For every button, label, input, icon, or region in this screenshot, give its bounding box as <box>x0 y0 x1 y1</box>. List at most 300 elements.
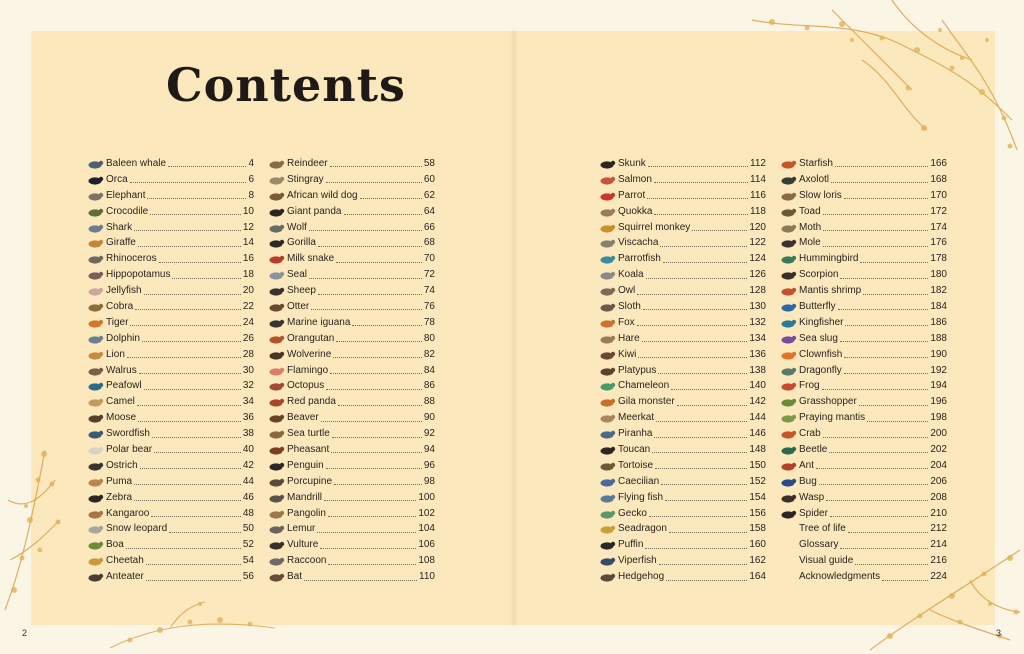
entry-title: Mole <box>799 237 821 249</box>
entry-title: Cobra <box>106 300 134 312</box>
dragonfly-icon <box>777 364 799 378</box>
beaver-icon <box>265 411 287 425</box>
contents-entry <box>777 347 947 363</box>
contents-entry <box>84 204 254 220</box>
entry-page-number: 34 <box>242 396 254 408</box>
entry-page-number: 198 <box>930 412 947 424</box>
sea-slug-icon <box>777 332 799 346</box>
entry-page-number: 46 <box>242 491 254 503</box>
entry-page-number: 90 <box>423 412 435 424</box>
dot-leader <box>168 166 246 167</box>
contents-entry <box>84 458 254 474</box>
dot-leader <box>656 421 747 422</box>
entry-page-number: 110 <box>419 571 435 583</box>
entry-page-number: 148 <box>749 443 766 455</box>
dot-leader <box>665 500 747 501</box>
contents-entry <box>84 267 254 283</box>
dot-leader <box>333 357 422 358</box>
entry-page-number: 224 <box>930 571 947 583</box>
entry-page-number: 180 <box>930 269 947 281</box>
contents-entry <box>265 553 435 569</box>
entry-page-number: 200 <box>930 428 947 440</box>
contents-entry <box>265 378 435 394</box>
dot-leader <box>137 405 241 406</box>
crocodile-icon <box>84 205 106 219</box>
entry-page-number: 184 <box>930 300 947 312</box>
dot-leader <box>330 373 422 374</box>
entry-page-number: 102 <box>418 507 435 519</box>
sloth-icon <box>596 300 618 314</box>
entry-page-number: 108 <box>418 555 435 567</box>
dot-leader <box>822 389 929 390</box>
entry-title: Caecilian <box>618 475 660 487</box>
contents-entry <box>265 172 435 188</box>
dot-leader <box>823 214 929 215</box>
entry-page-number: 82 <box>423 348 435 360</box>
dot-leader <box>311 309 422 310</box>
entry-title: Puma <box>106 475 133 487</box>
contents-entry <box>777 172 947 188</box>
entry-title: Baleen whale <box>106 157 167 169</box>
entry-page-number: 24 <box>242 316 254 328</box>
cobra-icon <box>84 300 106 314</box>
otter-icon <box>265 300 287 314</box>
contents-entry <box>596 474 766 490</box>
fox-icon <box>596 316 618 330</box>
contents-entry <box>777 458 947 474</box>
contents-entry <box>265 442 435 458</box>
entry-page-number: 32 <box>242 380 254 392</box>
entry-page-number: 120 <box>749 221 766 233</box>
dot-leader <box>848 532 928 533</box>
dot-leader <box>660 246 747 247</box>
entry-page-number: 48 <box>242 507 254 519</box>
entry-title: Toucan <box>618 443 651 455</box>
entry-title: Frog <box>799 380 820 392</box>
quokka-icon <box>596 205 618 219</box>
empty-icon-slot <box>777 538 799 552</box>
entry-title: Kangaroo <box>106 507 150 519</box>
entry-page-number: 182 <box>930 285 947 297</box>
entry-title: Wolverine <box>287 348 332 360</box>
dot-leader <box>328 516 416 517</box>
crab-icon <box>777 427 799 441</box>
entry-title: Butterfly <box>799 300 836 312</box>
entry-title: Spider <box>799 507 828 519</box>
salmon-icon <box>596 173 618 187</box>
entry-title: Kiwi <box>618 348 637 360</box>
dot-leader <box>326 182 422 183</box>
dot-leader <box>309 230 422 231</box>
gorilla-icon <box>265 236 287 250</box>
entry-title: Sheep <box>287 285 316 297</box>
dot-leader <box>863 294 928 295</box>
polar-bear-icon <box>84 443 106 457</box>
contents-entry <box>596 506 766 522</box>
contents-entry <box>84 156 254 172</box>
dot-leader <box>304 580 417 581</box>
entry-page-number: 50 <box>242 523 254 535</box>
contents-entry <box>84 410 254 426</box>
entry-page-number: 136 <box>749 348 766 360</box>
reindeer-icon <box>265 157 287 171</box>
entry-page-number: 216 <box>930 555 947 567</box>
dot-leader <box>134 484 241 485</box>
entry-title: Porcupine <box>287 475 333 487</box>
entry-page-number: 12 <box>242 221 254 233</box>
dot-leader <box>169 532 241 533</box>
entry-title: Giraffe <box>106 237 136 249</box>
dot-leader <box>654 214 748 215</box>
platypus-icon <box>596 364 618 378</box>
entry-page-number: 104 <box>418 523 435 535</box>
dot-leader <box>638 357 747 358</box>
entry-title: Shark <box>106 221 133 233</box>
contents-entry <box>265 235 435 251</box>
contents-entry <box>265 267 435 283</box>
page-number-right: 3 <box>996 628 1002 638</box>
entry-page-number: 60 <box>423 173 435 185</box>
entry-title: Hedgehog <box>618 571 665 583</box>
entry-title: Gorilla <box>287 237 316 249</box>
empty-icon-slot <box>777 522 799 536</box>
entry-page-number: 138 <box>749 364 766 376</box>
contents-entry <box>84 394 254 410</box>
orca-icon <box>84 173 106 187</box>
entry-page-number: 68 <box>423 237 435 249</box>
contents-entry <box>265 315 435 331</box>
entry-title: Sea slug <box>799 332 838 344</box>
dot-leader <box>830 516 928 517</box>
entry-page-number: 164 <box>749 571 766 583</box>
contents-entry <box>84 347 254 363</box>
entry-title: Salmon <box>618 173 652 185</box>
contents-entry <box>265 188 435 204</box>
entry-page-number: 40 <box>242 443 254 455</box>
entry-page-number: 192 <box>930 364 947 376</box>
dot-leader <box>859 405 929 406</box>
moth-icon <box>777 221 799 235</box>
contents-entry <box>596 204 766 220</box>
entry-title: Hippopotamus <box>106 269 171 281</box>
contents-entry <box>265 458 435 474</box>
porcupine-icon <box>265 475 287 489</box>
entry-title: Rhinoceros <box>106 253 157 265</box>
contents-entry <box>596 410 766 426</box>
entry-page-number: 168 <box>930 173 947 185</box>
butterfly-icon <box>777 300 799 314</box>
entry-title: Starfish <box>799 157 833 169</box>
dot-leader <box>845 325 928 326</box>
entry-title: Quokka <box>618 205 653 217</box>
praying-mantis-icon <box>777 411 799 425</box>
entry-title: Reindeer <box>287 157 328 169</box>
contents-entry <box>596 394 766 410</box>
entry-title: Axolotl <box>799 173 830 185</box>
squirrel-monkey-icon <box>596 221 618 235</box>
entry-page-number: 6 <box>248 173 254 185</box>
entry-title: Lion <box>106 348 125 360</box>
entry-page-number: 70 <box>423 253 435 265</box>
entry-page-number: 114 <box>750 173 766 185</box>
peafowl-icon <box>84 379 106 393</box>
walrus-icon <box>84 364 106 378</box>
contents-entry <box>596 251 766 267</box>
owl-icon <box>596 284 618 298</box>
octopus-icon <box>265 379 287 393</box>
entry-page-number: 38 <box>242 428 254 440</box>
entry-page-number: 112 <box>750 157 766 169</box>
kiwi-icon <box>596 348 618 362</box>
contents-entry <box>265 347 435 363</box>
whale-icon <box>84 157 106 171</box>
gecko-icon <box>596 507 618 521</box>
page-number-left: 2 <box>22 628 28 638</box>
entry-page-number: 80 <box>423 332 435 344</box>
dot-leader <box>146 580 241 581</box>
entry-title: Gila monster <box>618 396 675 408</box>
contents-entry <box>84 521 254 537</box>
entry-page-number: 176 <box>930 237 947 249</box>
entry-page-number: 16 <box>242 253 254 265</box>
entry-page-number: 74 <box>423 285 435 297</box>
vulture-icon <box>265 538 287 552</box>
entry-title: Anteater <box>106 571 144 583</box>
entry-page-number: 26 <box>242 332 254 344</box>
dot-leader <box>823 437 929 438</box>
entry-title: Sea turtle <box>287 428 330 440</box>
entry-page-number: 142 <box>749 396 766 408</box>
contents-entry <box>84 378 254 394</box>
entry-page-number: 28 <box>242 348 254 360</box>
entry-page-number: 92 <box>423 428 435 440</box>
bat-icon <box>265 570 287 584</box>
orangutan-icon <box>265 332 287 346</box>
entry-title: Swordfish <box>106 428 150 440</box>
beetle-icon <box>777 443 799 457</box>
dot-leader <box>334 484 422 485</box>
entry-title: Otter <box>287 300 310 312</box>
entry-page-number: 126 <box>749 269 766 281</box>
entry-title: Peafowl <box>106 380 142 392</box>
entry-title: Hummingbird <box>799 253 859 265</box>
elephant-icon <box>84 189 106 203</box>
dot-leader <box>666 580 747 581</box>
entry-title: Flying fish <box>618 491 664 503</box>
lion-icon <box>84 348 106 362</box>
dot-leader <box>637 294 747 295</box>
dot-leader <box>652 452 747 453</box>
entry-title: Fox <box>618 316 635 328</box>
entry-title: Snow leopard <box>106 523 168 535</box>
dot-leader <box>642 341 748 342</box>
contents-entry <box>596 188 766 204</box>
dot-leader <box>138 421 241 422</box>
contents-entry <box>777 156 947 172</box>
contents-entry <box>777 220 947 236</box>
entry-title: Platypus <box>618 364 657 376</box>
entry-title: Pheasant <box>287 443 330 455</box>
entry-page-number: 22 <box>242 300 254 312</box>
entry-title: Dragonfly <box>799 364 842 376</box>
entry-title: Slow loris <box>799 189 842 201</box>
cheetah-icon <box>84 554 106 568</box>
seal-icon <box>265 268 287 282</box>
contents-entry <box>596 521 766 537</box>
contents-entry <box>84 537 254 553</box>
entry-page-number: 174 <box>930 221 947 233</box>
contents-entry <box>777 204 947 220</box>
tortoise-icon <box>596 459 618 473</box>
contents-entry <box>596 569 766 585</box>
dot-leader <box>648 166 748 167</box>
entry-title: Seadragon <box>618 523 667 535</box>
dot-leader <box>317 532 416 533</box>
entry-page-number: 78 <box>423 316 435 328</box>
rhinoceros-icon <box>84 252 106 266</box>
skunk-icon <box>596 157 618 171</box>
foliage-top-right-icon <box>712 0 1024 170</box>
contents-entry <box>777 442 947 458</box>
zebra-icon <box>84 491 106 505</box>
contents-entry <box>84 172 254 188</box>
contents-entry <box>596 347 766 363</box>
contents-entry <box>265 569 435 585</box>
contents-entry <box>84 474 254 490</box>
dot-leader <box>643 309 748 310</box>
entry-page-number: 98 <box>423 475 435 487</box>
snow-leopard-icon <box>84 522 106 536</box>
entry-title: Skunk <box>618 157 646 169</box>
contents-entry <box>777 363 947 379</box>
entry-title: Mandrill <box>287 491 323 503</box>
contents-entry <box>84 235 254 251</box>
hedgehog-icon <box>596 570 618 584</box>
entry-page-number: 190 <box>930 348 947 360</box>
dot-leader <box>669 532 747 533</box>
contents-entry <box>265 506 435 522</box>
contents-entry <box>777 394 947 410</box>
entry-title: Visual guide <box>799 555 854 567</box>
dot-leader <box>138 246 241 247</box>
swordfish-icon <box>84 427 106 441</box>
contents-entry <box>265 521 435 537</box>
contents-column-1 <box>84 156 254 585</box>
dot-leader <box>637 325 748 326</box>
dot-leader <box>829 452 928 453</box>
contents-entry <box>84 188 254 204</box>
contents-entry <box>596 172 766 188</box>
contents-entry <box>596 553 766 569</box>
entry-title: Sloth <box>618 300 641 312</box>
contents-entry <box>596 458 766 474</box>
entry-title: Red panda <box>287 396 336 408</box>
marine-iguana-icon <box>265 316 287 330</box>
red-panda-icon <box>265 395 287 409</box>
dot-leader <box>318 294 422 295</box>
giraffe-icon <box>84 236 106 250</box>
entry-page-number: 146 <box>749 428 766 440</box>
hippopotamus-icon <box>84 268 106 282</box>
pangolin-icon <box>265 507 287 521</box>
contents-entry <box>777 553 947 569</box>
entry-page-number: 84 <box>423 364 435 376</box>
entry-title: Octopus <box>287 380 325 392</box>
entry-page-number: 130 <box>749 300 766 312</box>
entry-page-number: 86 <box>423 380 435 392</box>
dot-leader <box>134 230 241 231</box>
contents-entry <box>777 299 947 315</box>
contents-entry <box>265 363 435 379</box>
camel-icon <box>84 395 106 409</box>
milk-snake-icon <box>265 252 287 266</box>
entry-title: Elephant <box>106 189 146 201</box>
kingfisher-icon <box>777 316 799 330</box>
wolf-icon <box>265 221 287 235</box>
contents-entry <box>777 569 947 585</box>
contents-entry <box>84 442 254 458</box>
dot-leader <box>840 548 928 549</box>
entry-title: Beaver <box>287 412 319 424</box>
entry-page-number: 118 <box>750 205 766 217</box>
wolverine-icon <box>265 348 287 362</box>
contents-entry <box>777 410 947 426</box>
wasp-icon <box>777 491 799 505</box>
dot-leader <box>172 278 240 279</box>
entry-title: Ostrich <box>106 459 138 471</box>
tiger-icon <box>84 316 106 330</box>
entry-page-number: 56 <box>242 571 254 583</box>
dot-leader <box>344 214 422 215</box>
dot-leader <box>318 246 422 247</box>
dot-leader <box>126 548 241 549</box>
dot-leader <box>146 564 241 565</box>
entry-title: Hare <box>618 332 640 344</box>
contents-entry <box>777 537 947 553</box>
contents-entry <box>596 378 766 394</box>
foliage-bottom-left-icon <box>110 598 280 654</box>
caecilian-icon <box>596 475 618 489</box>
dot-leader <box>855 564 928 565</box>
dot-leader <box>838 309 929 310</box>
entry-title: Vulture <box>287 539 319 551</box>
contents-entry <box>84 299 254 315</box>
entry-page-number: 4 <box>248 157 254 169</box>
contents-entry <box>265 394 435 410</box>
entry-title: Gecko <box>618 507 647 519</box>
entry-title: Wasp <box>799 491 825 503</box>
contents-entry <box>777 506 947 522</box>
entry-page-number: 172 <box>930 205 947 217</box>
contents-entry <box>777 331 947 347</box>
starfish-icon <box>777 157 799 171</box>
contents-entry <box>777 378 947 394</box>
dot-leader <box>139 373 241 374</box>
flying-fish-icon <box>596 491 618 505</box>
entry-title: Meerkat <box>618 412 655 424</box>
entry-page-number: 124 <box>749 253 766 265</box>
dot-leader <box>336 262 422 263</box>
piranha-icon <box>596 427 618 441</box>
contents-entry <box>596 363 766 379</box>
dot-leader <box>151 516 241 517</box>
dot-leader <box>655 468 747 469</box>
page-title: Contents <box>166 58 406 112</box>
puffin-icon <box>596 538 618 552</box>
contents-entry <box>265 220 435 236</box>
contents-entry <box>596 331 766 347</box>
ostrich-icon <box>84 459 106 473</box>
